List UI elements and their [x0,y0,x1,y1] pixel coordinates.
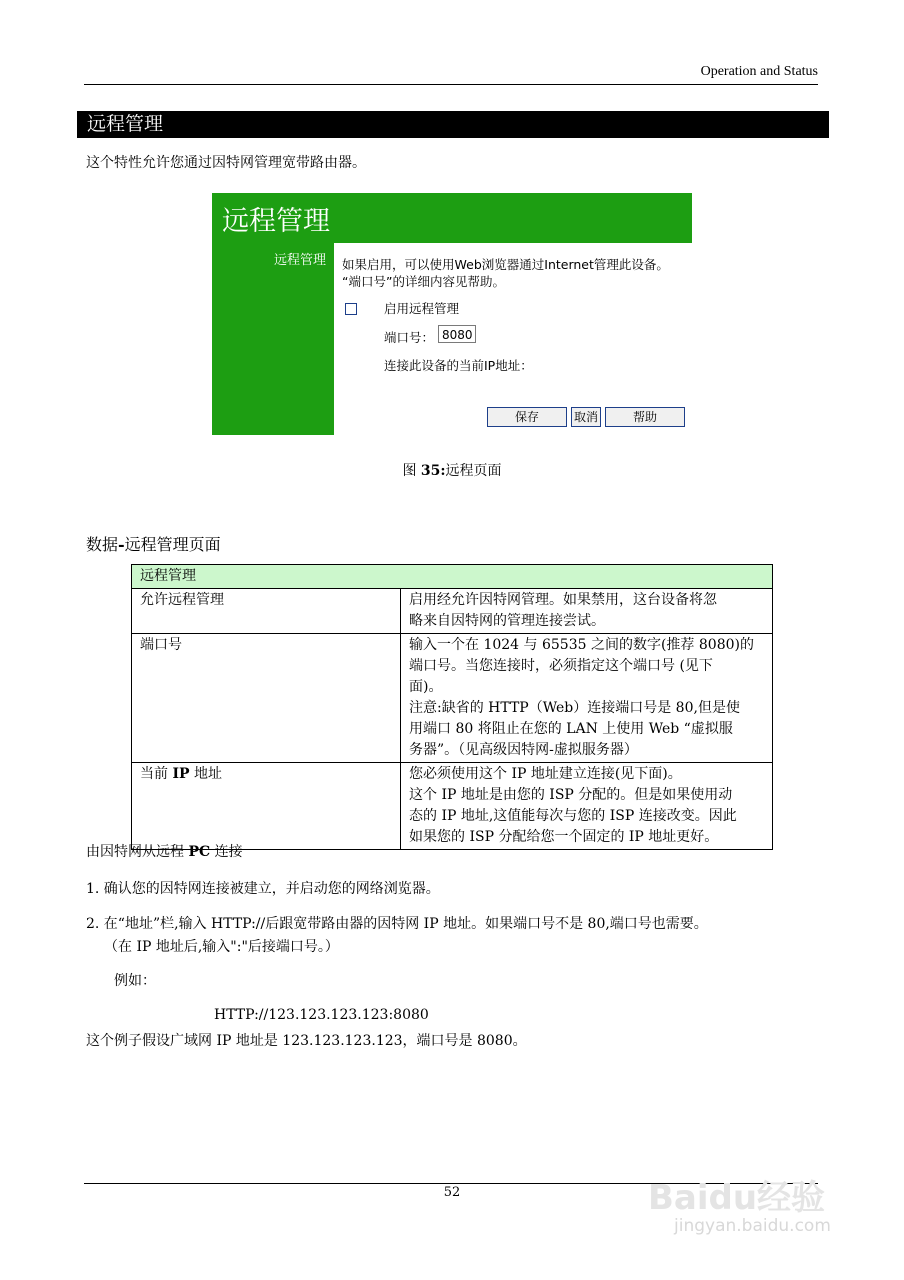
row-label-suffix: 地址 [189,766,222,782]
desc-line: 面)。 [409,679,443,695]
cancel-button[interactable]: 取消 [571,407,601,427]
example-url: HTTP://123.123.123.123:8080 [214,1007,429,1023]
screenshot-title: 远程管理 [222,206,330,237]
table-header: 远程管理 [132,565,773,589]
row-label [132,763,401,850]
row-desc [401,763,773,850]
table-row [132,763,773,850]
header-rule [84,84,818,85]
row-label: 端口号 [132,634,401,763]
table-row [132,634,773,763]
step-1: 1. 确认您的因特网连接被建立，并启动您的网络浏览器。 [86,881,440,897]
step-2-continued: （在 IP 地址后,输入":"后接端口号。） [104,939,339,955]
caption-text: 远程页面 [445,463,502,479]
save-button[interactable]: 保存 [487,407,567,427]
row-label: 允许远程管理 [132,589,401,634]
row-desc [401,589,773,634]
example-note: 这个例子假设广域网 IP 地址是 123.123.123.123，端口号是 8080。 [86,1033,527,1049]
router-screenshot [212,193,692,435]
table-heading-dash: - [118,535,125,554]
screenshot-sidebar [212,243,334,435]
desc-line: 如果您的 ISP 分配给您一个固定的 IP 地址更好。 [409,829,719,845]
table-heading-part1: 数据 [86,535,119,554]
watermark-brand: Baidu经验 [648,1178,826,1218]
desc-line: 这个 IP 地址是由您的 ISP 分配的。但是如果使用动 [409,787,733,803]
page-number: 52 [443,1185,461,1200]
remote-pc-bold: PC [188,844,211,860]
current-ip-label: 连接此设备的当前IP地址： [384,358,533,373]
step-2: 2. 在“地址”栏,输入 HTTP://后跟宽带路由器的因特网 IP 地址。如果端口号不是 80,端口号也需要。 [86,916,708,932]
desc-line: 输入一个在 1024 与 65535 之间的数字(推荐 8080)的 [409,637,754,653]
section-title-bar: 远程管理 [77,111,829,138]
desc-line: 用端口 80 将阻止在您的 LAN 上使用 Web “虚拟服 [409,721,733,737]
desc-line: 务器”。（见高级因特网-虚拟服务器） [409,742,638,758]
desc-line: 端口号。当您连接时，必须指定这个端口号 (见下 [409,658,713,674]
screenshot-side-label: 远程管理 [274,253,327,268]
desc-line: 注意:缺省的 HTTP（Web）连接端口号是 80,但是使 [409,700,740,716]
help-button[interactable]: 帮助 [605,407,685,427]
row-desc [401,634,773,763]
row-label-bold: IP [172,766,190,782]
table-row [132,589,773,634]
enable-remote-label: 启用远程管理 [384,301,460,316]
screenshot-desc-line2: “端口号”的详细内容见帮助。 [342,274,505,289]
watermark-url: jingyan.baidu.com [674,1216,831,1236]
caption-number: 35: [420,463,446,479]
data-table [131,564,773,850]
desc-line: 您必须使用这个 IP 地址建立连接(见下面)。 [409,766,682,782]
desc-line: 态的 IP 地址,这值能每次与您的 ISP 连接改变。因此 [409,808,737,824]
port-label: 端口号： [384,330,435,345]
figure-caption [0,460,904,480]
screenshot-desc-line1: 如果启用，可以使用Web浏览器通过Internet管理此设备。 [342,257,669,272]
table-heading-part2: 远程管理页面 [124,535,221,554]
remote-pc-heading [86,841,243,861]
row-label-prefix: 当前 [140,766,173,782]
enable-remote-checkbox[interactable] [345,303,357,315]
intro-paragraph: 这个特性允许您通过因特网管理宽带路由器。 [86,155,366,171]
remote-pc-prefix: 由因特网从远程 [86,844,189,860]
desc-line: 启用经允许因特网管理。如果禁用，这台设备将忽 [409,592,717,608]
desc-line: 略来自因特网的管理连接尝试。 [409,613,605,629]
table-heading [86,532,221,555]
screenshot-header [212,193,692,243]
page-header-title: Operation and Status [700,64,818,79]
remote-pc-suffix: 连接 [210,844,243,860]
port-input[interactable]: 8080 [438,325,476,343]
example-label: 例如： [114,973,156,989]
caption-prefix: 图 [402,463,421,479]
